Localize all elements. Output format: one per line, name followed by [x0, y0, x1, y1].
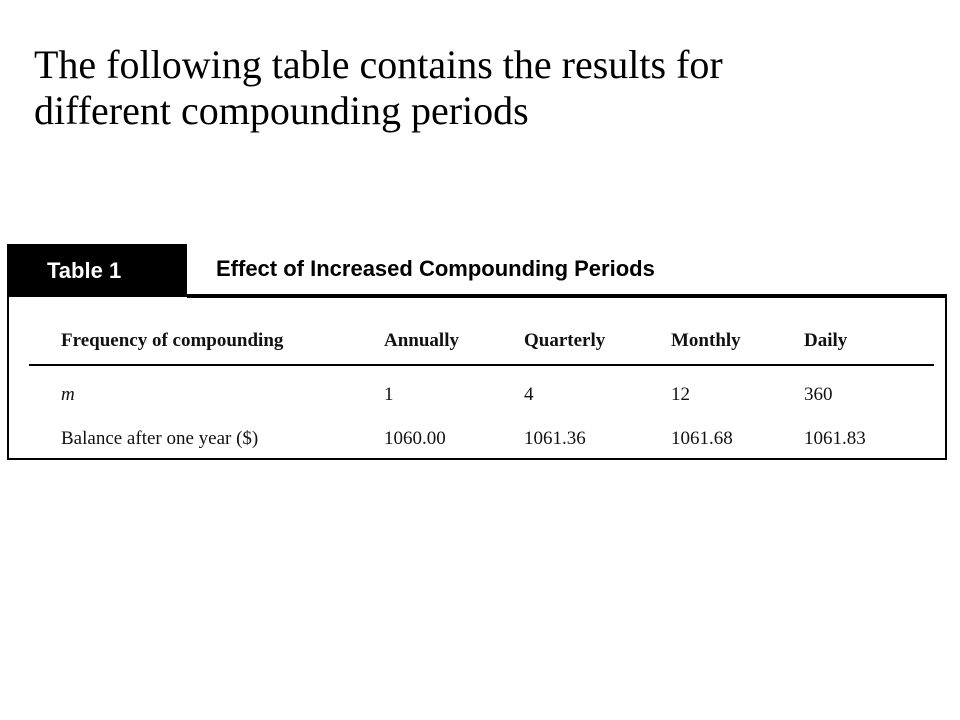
- compounding-table: [29, 318, 934, 460]
- table-header-band: [7, 244, 947, 297]
- cell-balance-daily: 1061.83: [804, 428, 866, 449]
- cell-balance-annually: 1060.00: [384, 428, 446, 449]
- cell-m-daily: 360: [804, 384, 833, 405]
- header-annually: Annually: [384, 318, 524, 365]
- cell-m-quarterly: 4: [524, 384, 534, 405]
- cell-m-annually: 1: [384, 384, 394, 405]
- header-daily: Daily: [804, 318, 934, 365]
- cell-balance-monthly: 1061.68: [671, 428, 733, 449]
- intro-line-1: The following table contains the results for: [34, 42, 723, 87]
- row-label-balance: Balance after one year ($): [61, 428, 259, 449]
- table-number-tab: Table 1: [7, 244, 187, 297]
- table-row-m: [29, 365, 934, 418]
- intro-line-2: different compounding periods: [34, 88, 529, 133]
- table-box: [7, 296, 947, 460]
- header-quarterly: Quarterly: [524, 318, 671, 365]
- table-header-row: [29, 318, 934, 365]
- table-caption: Effect of Increased Compounding Periods: [216, 256, 655, 281]
- header-monthly: Monthly: [671, 318, 804, 365]
- cell-m-monthly: 12: [671, 384, 690, 405]
- intro-text: [34, 42, 914, 134]
- table-row-balance: [29, 418, 934, 460]
- cell-balance-quarterly: 1061.36: [524, 428, 586, 449]
- row-label-m: m: [61, 384, 75, 405]
- table-figure: [7, 244, 947, 460]
- header-frequency-label: Frequency of compounding: [29, 318, 384, 365]
